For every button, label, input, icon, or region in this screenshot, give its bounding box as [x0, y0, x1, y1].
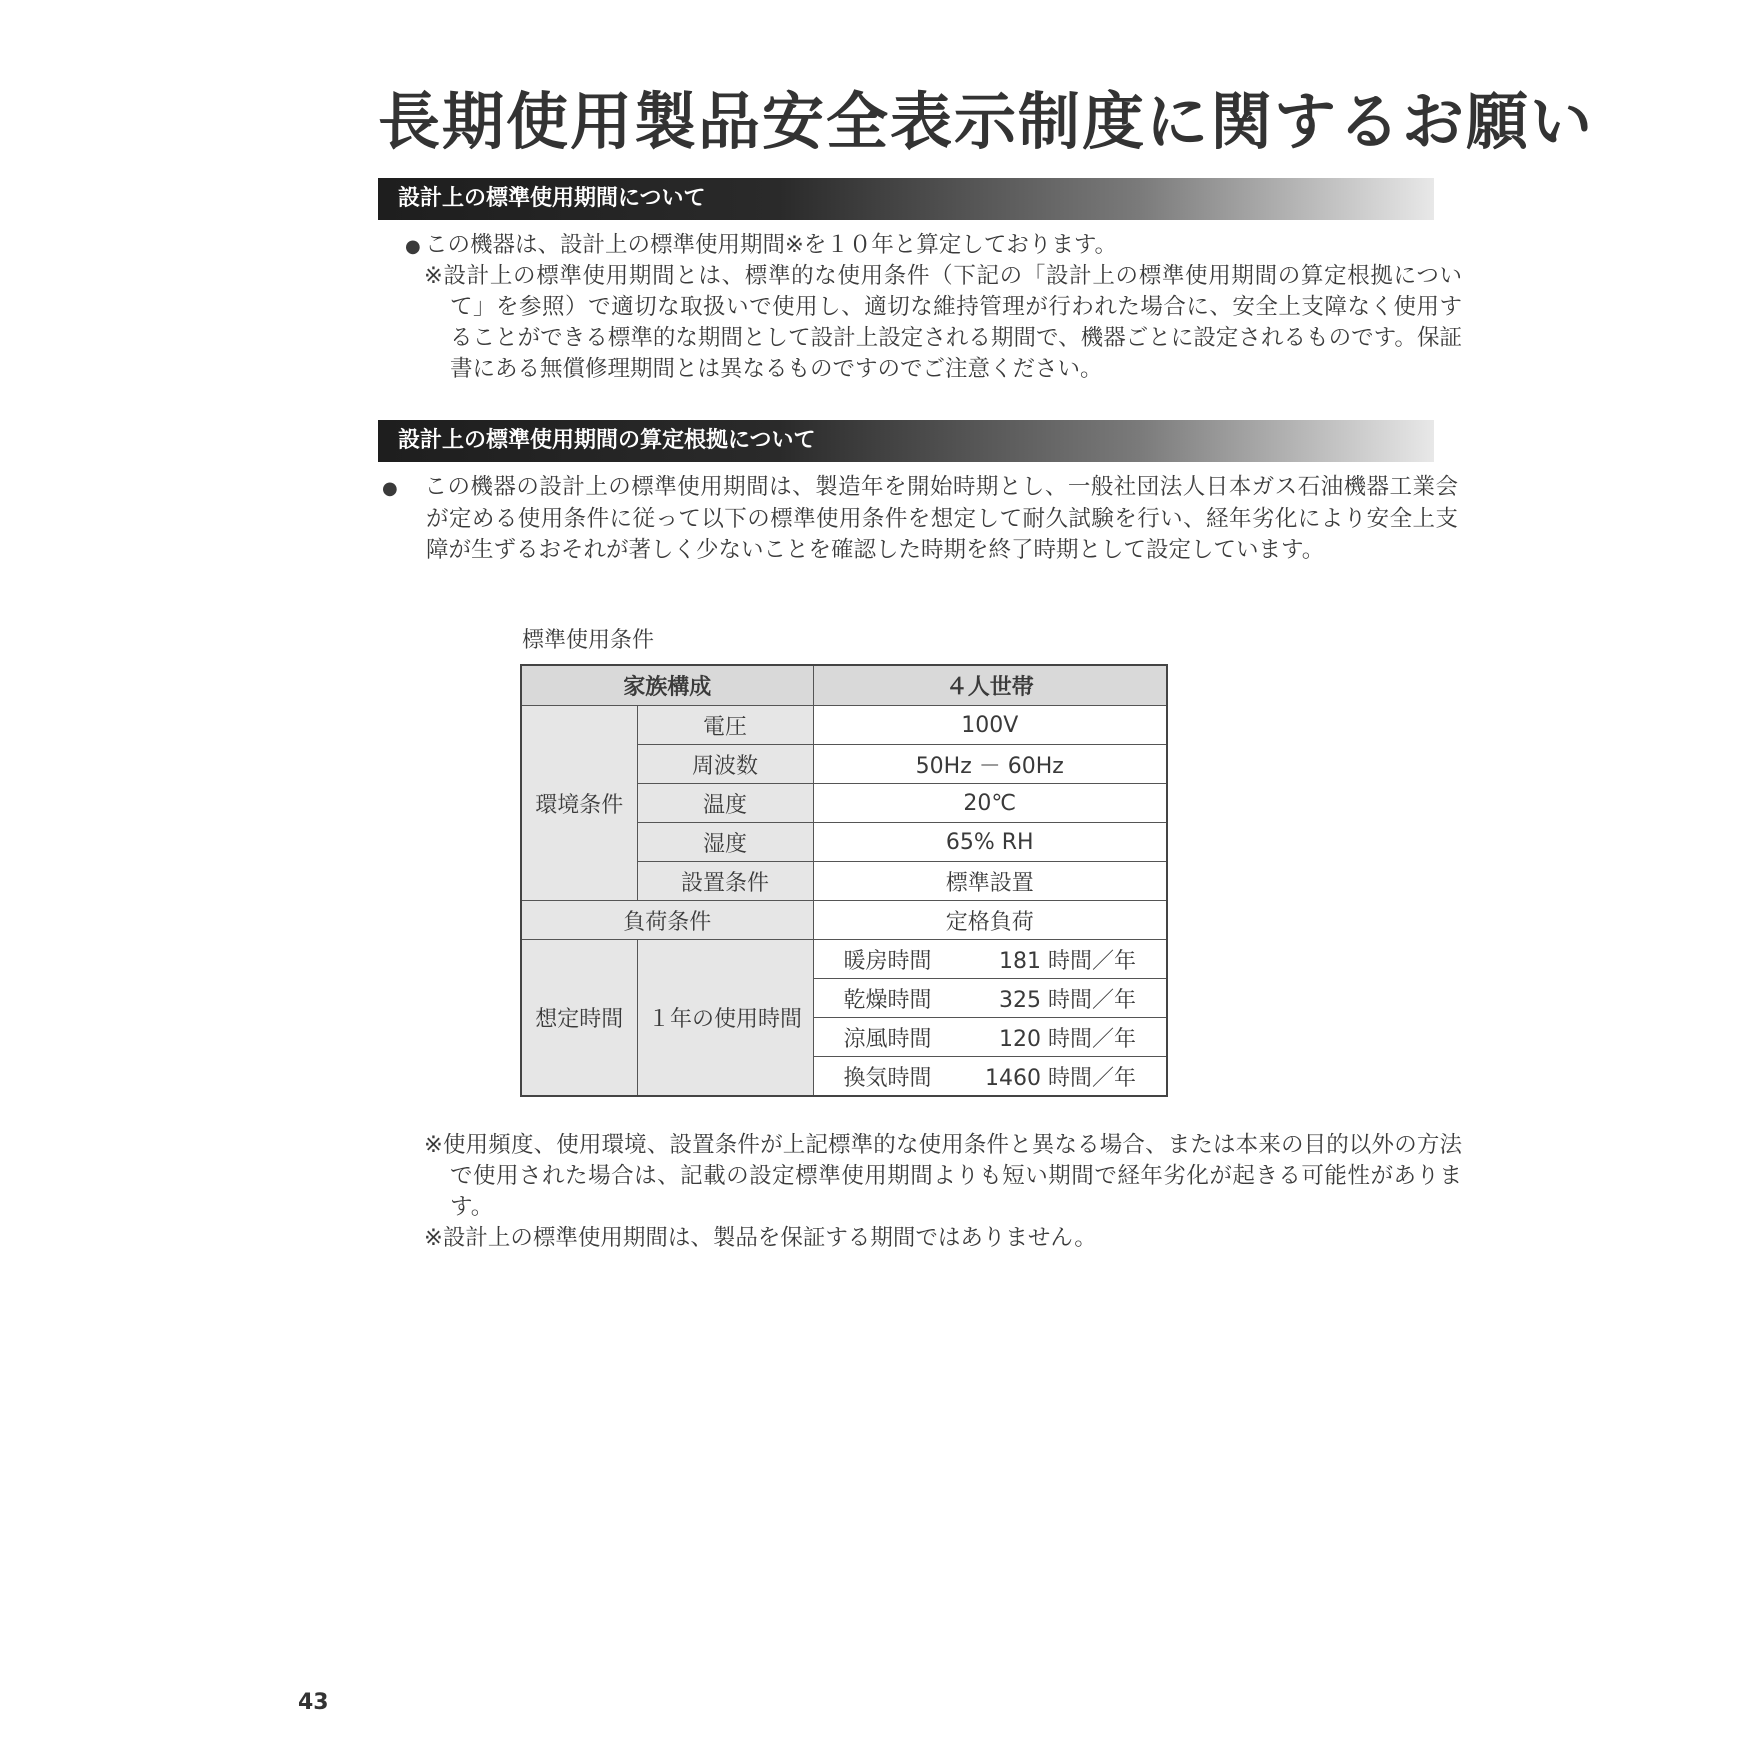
- time-cell: [813, 940, 1167, 979]
- table-header-label: 家族構成: [521, 665, 813, 706]
- row-label: 周波数: [637, 745, 813, 784]
- bullet-icon: ●: [405, 236, 421, 257]
- row-value: 65% RH: [813, 823, 1167, 862]
- time-value: 1460 時間／年: [985, 1065, 1136, 1091]
- section-heading-text: 設計上の標準使用期間の算定根拠について: [398, 428, 816, 453]
- time-sub-label: １年の使用時間: [637, 940, 813, 1097]
- row-value: 標準設置: [813, 862, 1167, 901]
- time-label: 暖房時間: [843, 948, 932, 974]
- standard-conditions-table: [520, 664, 1168, 1097]
- time-cell: [813, 1018, 1167, 1057]
- row-value: 50Hz － 60Hz: [813, 745, 1167, 784]
- time-cell: [813, 979, 1167, 1018]
- table-row: [521, 901, 1167, 940]
- time-label: 涼風時間: [843, 1026, 932, 1052]
- section2-bullet-text: この機器の設計上の標準使用期間は、製造年を開始時期とし、一般社団法人日本ガス石油機器工業会が定める使用条件に従って以下の標準使用条件を想定して耐久試験を行い、経年劣化により安全上支障が生ずるおそれが著しく少ないことを確認した時期を終了時期として設定しています。: [424, 474, 1458, 563]
- row-label: 設置条件: [637, 862, 813, 901]
- time-label: 換気時間: [843, 1065, 932, 1091]
- table-row: [521, 706, 1167, 745]
- row-label: 温度: [637, 784, 813, 823]
- row-label: 湿度: [637, 823, 813, 862]
- section-heading-text: 設計上の標準使用期間について: [398, 186, 706, 211]
- time-group-label: 想定時間: [521, 940, 637, 1097]
- env-group-label: 環境条件: [521, 706, 637, 901]
- time-value: 181 時間／年: [999, 948, 1136, 974]
- section-heading-calculation-basis: [378, 420, 1434, 462]
- time-label: 乾燥時間: [843, 987, 932, 1013]
- load-label: 負荷条件: [521, 901, 813, 940]
- table-header-row: [521, 665, 1167, 706]
- time-value: 325 時間／年: [999, 987, 1136, 1013]
- row-label: 電圧: [637, 706, 813, 745]
- table-header-value: ４人世帯: [813, 665, 1167, 706]
- time-value: 120 時間／年: [999, 1026, 1136, 1052]
- row-value: 100V: [813, 706, 1167, 745]
- section2-bullet: [382, 472, 1458, 566]
- section-heading-standard-period: [378, 178, 1434, 220]
- section1-bullet: [405, 230, 1445, 262]
- section1-bullet-text: この機器は、設計上の標準使用期間※を１０年と算定しております。: [425, 232, 1118, 258]
- footnote-not-warranty: ※設計上の標準使用期間は、製品を保証する期間ではありません。: [424, 1225, 1097, 1251]
- footnote-usage-conditions: ※使用頻度、使用環境、設置条件が上記標準的な使用条件と異なる場合、または本来の目的以外の方法で使用された場合は、記載の設定標準使用期間よりも短い期間で経年劣化が起きる可能性があります。: [424, 1132, 1462, 1220]
- table-row: [521, 940, 1167, 979]
- bullet-icon: ●: [382, 478, 398, 499]
- section1-note: ※設計上の標準使用期間とは、標準的な使用条件（下記の「設計上の標準使用期間の算定根拠について」を参照）で適切な取扱いで使用し、適切な維持管理が行われた場合に、安全上支障なく使用することができる標準的な期間として設計上設定される期間で、機器ごとに設定されるものです。保証書にある無償修理期間とは異なるものですのでご注意ください。: [424, 263, 1462, 382]
- table-caption: 標準使用条件: [522, 628, 655, 653]
- row-value: 20℃: [813, 784, 1167, 823]
- time-cell: [813, 1057, 1167, 1097]
- page-number: 43: [298, 1690, 329, 1715]
- page-title: 長期使用製品安全表示制度に関するお願い: [378, 85, 1595, 158]
- load-value: 定格負荷: [813, 901, 1167, 940]
